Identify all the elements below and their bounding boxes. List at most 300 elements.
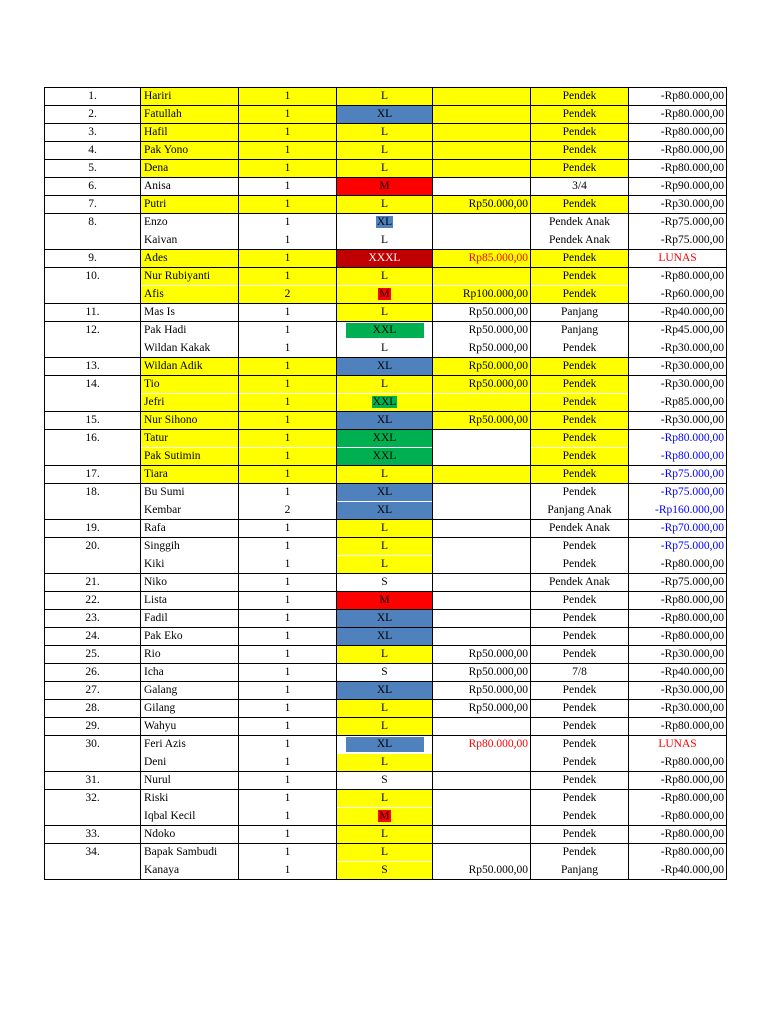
quantity: 1	[284, 126, 291, 138]
amount-paid-cell	[433, 448, 531, 466]
quantity-cell	[239, 484, 337, 502]
sleeve-type: Pendek Anak	[548, 576, 610, 588]
customer-name-cell	[141, 628, 239, 646]
row-number: 24.	[85, 630, 100, 642]
remaining-balance: -Rp80.000,00	[660, 144, 724, 156]
size-cell	[337, 736, 433, 754]
remaining-balance-cell	[629, 754, 727, 772]
amount-paid-cell	[433, 178, 531, 196]
sleeve-type-cell	[531, 268, 629, 286]
sleeve-type: Pendek Anak	[548, 522, 610, 534]
size: XL	[376, 684, 393, 696]
sleeve-type: Pendek	[562, 630, 597, 642]
customer-name: Hafil	[144, 126, 168, 138]
quantity-cell	[239, 250, 337, 268]
quantity-cell	[239, 196, 337, 214]
row-number-cell	[45, 520, 141, 538]
size: L	[380, 90, 389, 102]
sleeve-type: Pendek	[562, 108, 597, 120]
remaining-balance-cell	[629, 250, 727, 268]
customer-name-cell	[141, 538, 239, 556]
sleeve-type-cell	[531, 718, 629, 736]
sleeve-type-cell	[531, 682, 629, 700]
customer-name: Fatullah	[144, 108, 182, 120]
customer-name: Iqbal Kecil	[144, 810, 196, 822]
sleeve-type-cell	[531, 286, 629, 304]
customer-name-cell	[141, 124, 239, 142]
table-row	[45, 844, 727, 862]
size: L	[380, 828, 389, 840]
customer-name-cell	[141, 106, 239, 124]
size: L	[380, 558, 389, 570]
remaining-balance-cell	[629, 88, 727, 106]
quantity-cell	[239, 214, 337, 232]
row-number-cell	[45, 88, 141, 106]
amount-paid-cell	[433, 718, 531, 736]
customer-name-cell	[141, 484, 239, 502]
sleeve-type-cell	[531, 376, 629, 394]
amount-paid-cell	[433, 232, 531, 250]
quantity-cell	[239, 160, 337, 178]
amount-paid-cell	[433, 844, 531, 862]
sleeve-type: Pendek	[562, 162, 597, 174]
sleeve-type-cell	[531, 700, 629, 718]
size-cell	[337, 178, 433, 196]
quantity-cell	[239, 502, 337, 520]
row-number: 28.	[85, 702, 100, 714]
amount-paid-cell	[433, 196, 531, 214]
table-row	[45, 826, 727, 844]
customer-name-cell	[141, 448, 239, 466]
customer-name: Feri Azis	[144, 738, 186, 750]
sleeve-type: Pendek Anak	[548, 234, 610, 246]
quantity: 1	[284, 306, 291, 318]
row-number-cell	[45, 322, 141, 340]
sleeve-type: Pendek	[562, 144, 597, 156]
amount-paid: Rp50.000,00	[468, 702, 528, 714]
customer-name-cell	[141, 376, 239, 394]
remaining-balance: -Rp80.000,00	[660, 846, 724, 858]
row-number: 15.	[85, 414, 100, 426]
quantity: 1	[284, 828, 291, 840]
amount-paid-cell	[433, 88, 531, 106]
quantity: 1	[284, 414, 291, 426]
size: L	[380, 846, 389, 858]
row-number-cell	[45, 790, 141, 808]
customer-name: Bapak Sambudi	[144, 846, 218, 858]
remaining-balance: LUNAS	[658, 738, 697, 750]
quantity: 1	[284, 486, 291, 498]
quantity-cell	[239, 556, 337, 574]
row-number-cell	[45, 232, 141, 250]
row-number: 3.	[88, 126, 97, 138]
remaining-balance-cell	[629, 430, 727, 448]
quantity: 2	[284, 288, 291, 300]
quantity-cell	[239, 610, 337, 628]
row-number-cell	[45, 178, 141, 196]
remaining-balance: -Rp30.000,00	[660, 414, 724, 426]
customer-name: Wahyu	[144, 720, 177, 732]
customer-name-cell	[141, 358, 239, 376]
size: XXL	[372, 396, 397, 408]
quantity: 1	[284, 846, 291, 858]
table-row	[45, 466, 727, 484]
size: L	[380, 270, 389, 282]
quantity: 1	[284, 450, 291, 462]
quantity-cell	[239, 862, 337, 880]
quantity: 1	[284, 360, 291, 372]
remaining-balance: -Rp75.000,00	[660, 576, 724, 588]
sleeve-type: Pendek	[562, 720, 597, 732]
remaining-balance: -Rp160.000,00	[655, 504, 724, 516]
customer-name: Kaivan	[144, 234, 178, 246]
row-number: 5.	[88, 162, 97, 174]
amount-paid: Rp50.000,00	[468, 360, 528, 372]
amount-paid-cell	[433, 682, 531, 700]
remaining-balance: -Rp85.000,00	[660, 396, 724, 408]
remaining-balance: -Rp80.000,00	[660, 162, 724, 174]
size-cell	[337, 214, 433, 232]
quantity: 1	[284, 180, 291, 192]
quantity-cell	[239, 142, 337, 160]
customer-name-cell	[141, 268, 239, 286]
remaining-balance: -Rp80.000,00	[660, 90, 724, 102]
quantity: 1	[284, 612, 291, 624]
sleeve-type: Pendek	[562, 252, 597, 264]
remaining-balance: -Rp40.000,00	[660, 864, 724, 876]
quantity: 1	[284, 756, 291, 768]
size: L	[380, 378, 389, 390]
size-cell	[337, 466, 433, 484]
sleeve-type-cell	[531, 574, 629, 592]
sleeve-type-cell	[531, 412, 629, 430]
customer-name: Kiki	[144, 558, 165, 570]
size-cell	[337, 88, 433, 106]
size-cell	[337, 556, 433, 574]
quantity: 1	[284, 270, 291, 282]
size: XL	[376, 504, 393, 516]
remaining-balance-cell	[629, 628, 727, 646]
amount-paid-cell	[433, 772, 531, 790]
size: L	[380, 756, 389, 768]
customer-name-cell	[141, 664, 239, 682]
row-number-cell	[45, 124, 141, 142]
sleeve-type: Pendek	[562, 738, 597, 750]
customer-name: Pak Yono	[144, 144, 189, 156]
remaining-balance-cell	[629, 394, 727, 412]
sleeve-type-cell	[531, 736, 629, 754]
size: L	[380, 522, 389, 534]
customer-name: Gilang	[144, 702, 176, 714]
size-cell	[337, 628, 433, 646]
remaining-balance: -Rp80.000,00	[660, 630, 724, 642]
customer-name-cell	[141, 232, 239, 250]
customer-name-cell	[141, 682, 239, 700]
customer-name-cell	[141, 592, 239, 610]
table-row	[45, 196, 727, 214]
size: L	[380, 342, 389, 354]
remaining-balance: -Rp70.000,00	[660, 522, 724, 534]
remaining-balance: -Rp80.000,00	[660, 720, 724, 732]
remaining-balance: -Rp60.000,00	[660, 288, 724, 300]
size-cell	[337, 412, 433, 430]
row-number: 14.	[85, 378, 100, 390]
amount-paid-cell	[433, 394, 531, 412]
size: S	[381, 666, 388, 678]
quantity: 1	[284, 522, 291, 534]
quantity-cell	[239, 592, 337, 610]
size: L	[380, 144, 389, 156]
quantity: 1	[284, 144, 291, 156]
remaining-balance-cell	[629, 412, 727, 430]
size-cell	[337, 646, 433, 664]
quantity: 2	[284, 504, 291, 516]
remaining-balance-cell	[629, 322, 727, 340]
sleeve-type-cell	[531, 646, 629, 664]
remaining-balance-cell	[629, 862, 727, 880]
table-row	[45, 412, 727, 430]
customer-name: Pak Sutimin	[144, 450, 201, 462]
amount-paid: Rp50.000,00	[468, 414, 528, 426]
customer-name: Tio	[144, 378, 160, 390]
size: L	[380, 306, 389, 318]
size-cell	[337, 268, 433, 286]
size: L	[380, 468, 389, 480]
customer-name-cell	[141, 466, 239, 484]
quantity: 1	[284, 342, 291, 354]
quantity: 1	[284, 702, 291, 714]
sleeve-type: Pendek	[562, 486, 597, 498]
customer-name: Mas Is	[144, 306, 175, 318]
table-row	[45, 286, 727, 304]
quantity: 1	[284, 666, 291, 678]
remaining-balance: -Rp80.000,00	[660, 108, 724, 120]
row-number-cell	[45, 808, 141, 826]
remaining-balance-cell	[629, 574, 727, 592]
quantity-cell	[239, 268, 337, 286]
remaining-balance-cell	[629, 304, 727, 322]
quantity-cell	[239, 628, 337, 646]
sleeve-type: Pendek	[562, 774, 597, 786]
quantity-cell	[239, 826, 337, 844]
size: XL	[346, 737, 424, 752]
remaining-balance-cell	[629, 358, 727, 376]
amount-paid-cell	[433, 520, 531, 538]
table-row	[45, 718, 727, 736]
sleeve-type-cell	[531, 592, 629, 610]
customer-name: Bu Sumi	[144, 486, 185, 498]
customer-name-cell	[141, 556, 239, 574]
size: S	[381, 576, 388, 588]
amount-paid-cell	[433, 142, 531, 160]
table-row	[45, 340, 727, 358]
row-number-cell	[45, 574, 141, 592]
sleeve-type: 7/8	[572, 666, 587, 678]
row-number-cell	[45, 196, 141, 214]
customer-name: Galang	[144, 684, 178, 696]
table-row	[45, 124, 727, 142]
row-number: 21.	[85, 576, 100, 588]
customer-name: Wildan Adik	[144, 360, 203, 372]
remaining-balance-cell	[629, 142, 727, 160]
customer-name: Nur Rubiyanti	[144, 270, 211, 282]
amount-paid-cell	[433, 700, 531, 718]
amount-paid-cell	[433, 736, 531, 754]
quantity: 1	[284, 432, 291, 444]
amount-paid-cell	[433, 430, 531, 448]
sleeve-type: Pendek	[562, 846, 597, 858]
amount-paid: Rp50.000,00	[468, 864, 528, 876]
sleeve-type-cell	[531, 826, 629, 844]
quantity: 1	[284, 810, 291, 822]
remaining-balance: -Rp75.000,00	[660, 486, 724, 498]
sleeve-type: Pendek	[562, 288, 597, 300]
sleeve-type-cell	[531, 610, 629, 628]
amount-paid-cell	[433, 340, 531, 358]
customer-name-cell	[141, 808, 239, 826]
amount-paid: Rp50.000,00	[468, 378, 528, 390]
row-number: 25.	[85, 648, 100, 660]
order-sheet	[44, 87, 727, 880]
customer-name: Tiara	[144, 468, 168, 480]
row-number: 1.	[88, 90, 97, 102]
sleeve-type: Pendek	[562, 612, 597, 624]
customer-name-cell	[141, 304, 239, 322]
customer-name: Kembar	[144, 504, 182, 516]
row-number-cell	[45, 412, 141, 430]
remaining-balance-cell	[629, 826, 727, 844]
table-row	[45, 88, 727, 106]
customer-name-cell	[141, 394, 239, 412]
amount-paid: Rp50.000,00	[468, 342, 528, 354]
sleeve-type-cell	[531, 250, 629, 268]
amount-paid-cell	[433, 466, 531, 484]
sleeve-type: Panjang	[560, 864, 599, 876]
remaining-balance: -Rp30.000,00	[660, 648, 724, 660]
row-number: 8.	[88, 216, 97, 228]
sleeve-type-cell	[531, 862, 629, 880]
size: XL	[376, 216, 393, 228]
amount-paid: Rp50.000,00	[468, 684, 528, 696]
size: XL	[376, 108, 393, 120]
sleeve-type-cell	[531, 466, 629, 484]
sleeve-type: Pendek	[562, 756, 597, 768]
sleeve-type: Pendek	[562, 468, 597, 480]
sleeve-type-cell	[531, 196, 629, 214]
remaining-balance: -Rp30.000,00	[660, 684, 724, 696]
customer-name-cell	[141, 502, 239, 520]
size-cell	[337, 844, 433, 862]
sleeve-type: Pendek	[562, 648, 597, 660]
quantity: 1	[284, 378, 291, 390]
sleeve-type-cell	[531, 430, 629, 448]
remaining-balance: -Rp80.000,00	[660, 270, 724, 282]
size-cell	[337, 754, 433, 772]
sleeve-type-cell	[531, 106, 629, 124]
quantity-cell	[239, 430, 337, 448]
row-number: 4.	[88, 144, 97, 156]
size: L	[380, 198, 389, 210]
row-number-cell	[45, 142, 141, 160]
size-cell	[337, 574, 433, 592]
amount-paid-cell	[433, 412, 531, 430]
size-cell	[337, 304, 433, 322]
size-cell	[337, 664, 433, 682]
sleeve-type: Pendek Anak	[548, 216, 610, 228]
row-number-cell	[45, 682, 141, 700]
sleeve-type-cell	[531, 394, 629, 412]
row-number-cell	[45, 538, 141, 556]
remaining-balance: -Rp40.000,00	[660, 306, 724, 318]
row-number-cell	[45, 286, 141, 304]
amount-paid: Rp50.000,00	[468, 666, 528, 678]
customer-name-cell	[141, 88, 239, 106]
size-cell	[337, 394, 433, 412]
amount-paid-cell	[433, 538, 531, 556]
customer-name: Pak Eko	[144, 630, 183, 642]
row-number-cell	[45, 106, 141, 124]
customer-name-cell	[141, 646, 239, 664]
remaining-balance: -Rp75.000,00	[660, 216, 724, 228]
size-cell	[337, 448, 433, 466]
size: L	[380, 126, 389, 138]
table-row	[45, 682, 727, 700]
amount-paid-cell	[433, 754, 531, 772]
row-number-cell	[45, 646, 141, 664]
customer-name: Putri	[144, 198, 167, 210]
sleeve-type-cell	[531, 772, 629, 790]
quantity: 1	[284, 162, 291, 174]
customer-name-cell	[141, 322, 239, 340]
quantity: 1	[284, 774, 291, 786]
table-row	[45, 790, 727, 808]
amount-paid: Rp85.000,00	[468, 252, 528, 264]
table-row	[45, 736, 727, 754]
remaining-balance: -Rp80.000,00	[660, 432, 724, 444]
sleeve-type: Pendek	[562, 396, 597, 408]
customer-name: Wildan Kakak	[144, 342, 211, 354]
quantity: 1	[284, 198, 291, 210]
row-number-cell	[45, 340, 141, 358]
customer-name: Singgih	[144, 540, 180, 552]
size-cell	[337, 682, 433, 700]
row-number-cell	[45, 610, 141, 628]
size-cell	[337, 790, 433, 808]
amount-paid-cell	[433, 250, 531, 268]
row-number-cell	[45, 556, 141, 574]
sleeve-type: Pendek	[562, 792, 597, 804]
size-cell	[337, 592, 433, 610]
remaining-balance: -Rp30.000,00	[660, 342, 724, 354]
size-cell	[337, 376, 433, 394]
remaining-balance-cell	[629, 646, 727, 664]
amount-paid-cell	[433, 574, 531, 592]
sleeve-type: Pendek	[562, 342, 597, 354]
customer-name-cell	[141, 826, 239, 844]
remaining-balance-cell	[629, 592, 727, 610]
row-number-cell	[45, 772, 141, 790]
customer-name-cell	[141, 160, 239, 178]
size: S	[381, 864, 388, 876]
remaining-balance: -Rp45.000,00	[660, 324, 724, 336]
remaining-balance-cell	[629, 790, 727, 808]
amount-paid-cell	[433, 484, 531, 502]
remaining-balance-cell	[629, 160, 727, 178]
amount-paid: Rp50.000,00	[468, 648, 528, 660]
size: M	[379, 288, 390, 300]
remaining-balance-cell	[629, 682, 727, 700]
remaining-balance-cell	[629, 718, 727, 736]
